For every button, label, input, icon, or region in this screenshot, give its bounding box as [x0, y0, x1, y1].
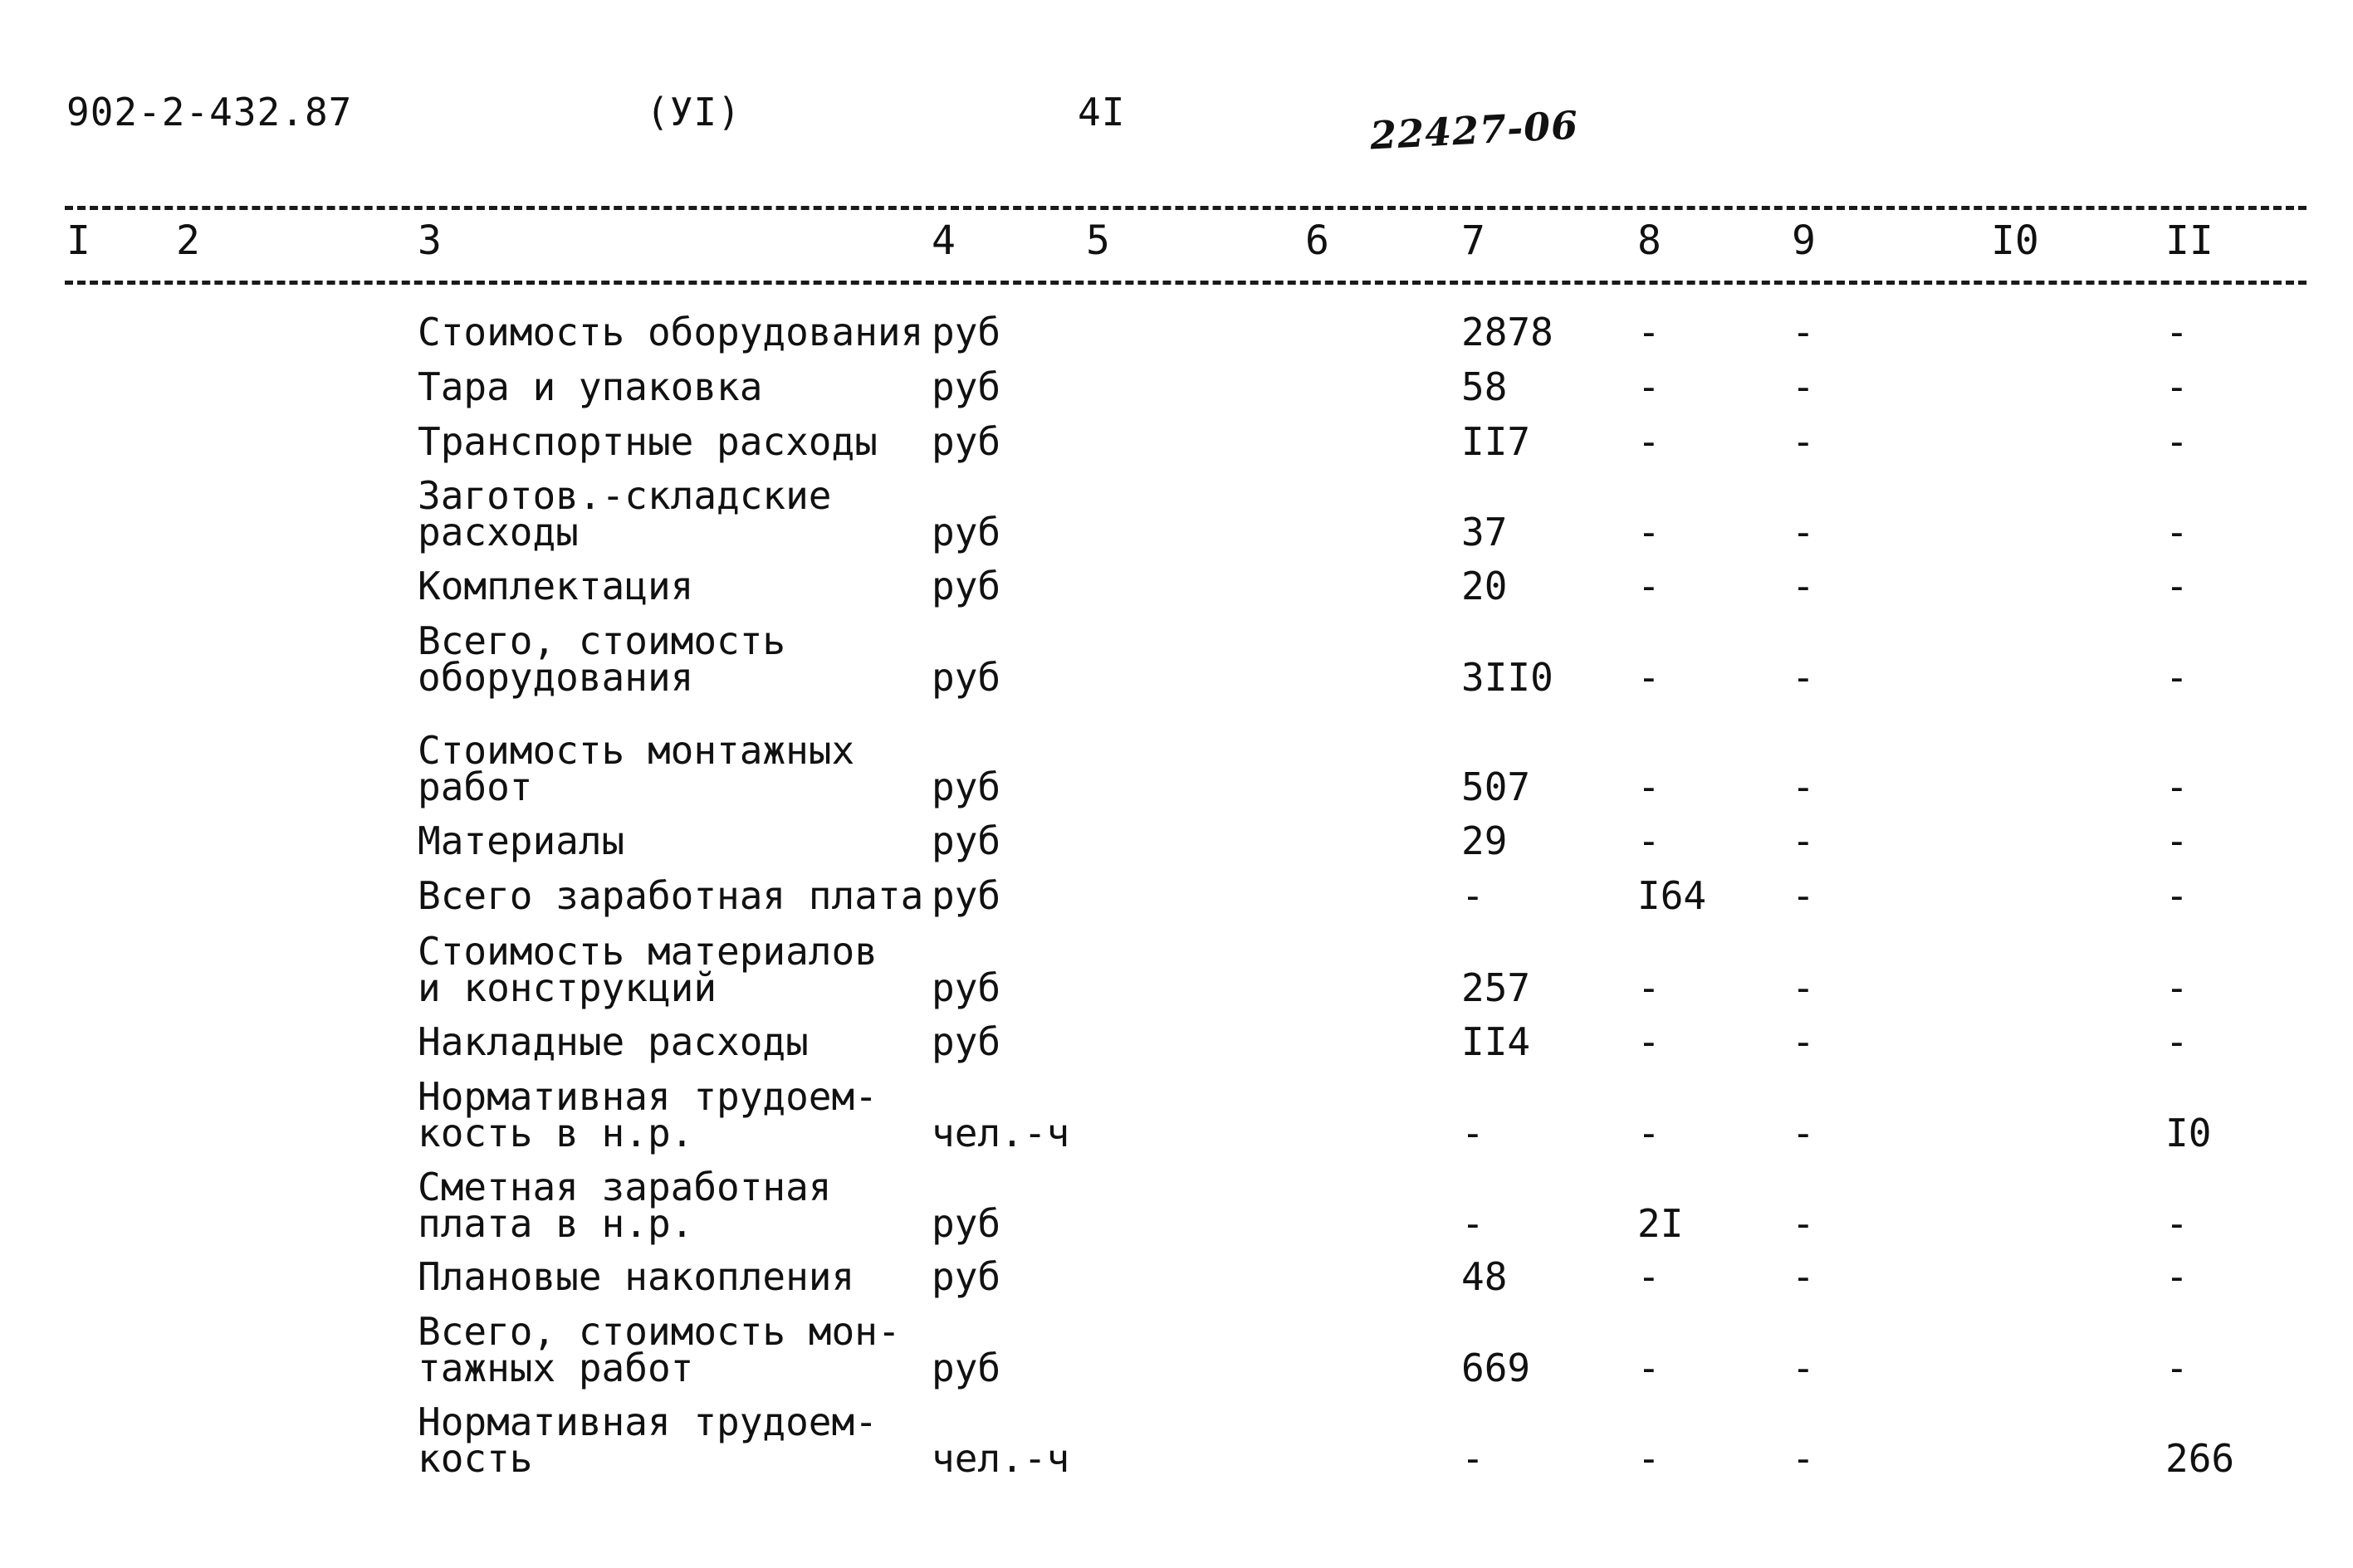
row-col7: 58 [1461, 364, 1508, 409]
row-col8: - [1637, 364, 1661, 409]
table-row [0, 1074, 2353, 1155]
row-name: Нормативная трудоем- кость в н.р. [418, 1074, 878, 1155]
row-col7: 20 [1461, 564, 1508, 608]
row-col11: - [2165, 873, 2189, 918]
row-name: Сметная заработная плата в н.р. [418, 1165, 832, 1246]
row-col9: - [1792, 310, 1815, 354]
row-unit: руб [932, 655, 1001, 700]
table-row [0, 818, 2353, 863]
row-col7: 3II0 [1461, 655, 1553, 700]
row-col7: 507 [1461, 764, 1531, 809]
row-col11: - [2165, 818, 2189, 863]
column-number: I [66, 217, 90, 264]
row-col11: - [2165, 1346, 2189, 1390]
row-col9: - [1792, 965, 1815, 1010]
row-col7: - [1461, 873, 1485, 918]
row-col11: - [2165, 510, 2189, 554]
row-name: Всего, стоимость оборудования [418, 618, 786, 700]
row-col9: - [1792, 1111, 1815, 1155]
row-name: Всего заработная плата [418, 873, 924, 918]
document-code: 902-2-432.87 [66, 90, 353, 134]
row-col8: - [1637, 965, 1661, 1010]
table-row [0, 419, 2353, 464]
table-row [0, 1254, 2353, 1299]
table-row [0, 1165, 2353, 1246]
table-row [0, 929, 2353, 1010]
row-col7: - [1461, 1436, 1485, 1481]
row-col8: - [1637, 764, 1661, 809]
row-col9: - [1792, 655, 1815, 700]
row-unit: руб [932, 818, 1001, 863]
column-number: 5 [1086, 217, 1110, 264]
row-col9: - [1792, 419, 1815, 464]
row-col11: 266 [2165, 1436, 2235, 1481]
table-row [0, 1309, 2353, 1390]
row-col7: - [1461, 1201, 1485, 1246]
table-row [0, 473, 2353, 554]
row-col8: - [1637, 564, 1661, 608]
row-unit: руб [932, 873, 1001, 918]
column-number: 4 [932, 217, 956, 264]
column-number: 8 [1637, 217, 1661, 264]
row-col7: 257 [1461, 965, 1531, 1010]
column-number: I0 [1991, 217, 2039, 264]
row-unit: чел.-ч [932, 1436, 1070, 1481]
row-col9: - [1792, 510, 1815, 554]
table-row [0, 1399, 2353, 1481]
row-col11: - [2165, 564, 2189, 608]
row-col8: 2I [1637, 1201, 1684, 1246]
row-col9: - [1792, 764, 1815, 809]
sheet-mark: (УI) [646, 90, 741, 134]
row-col11: - [2165, 1019, 2189, 1064]
row-col11: - [2165, 310, 2189, 354]
top-dashed-rule [65, 206, 2307, 210]
row-name: Стоимость монтажных работ [418, 728, 855, 809]
row-col11: - [2165, 655, 2189, 700]
row-name: Комплектация [418, 564, 694, 608]
row-col8: - [1637, 419, 1661, 464]
row-col7: 29 [1461, 818, 1508, 863]
row-col7: II7 [1461, 419, 1531, 464]
row-col7: 2878 [1461, 310, 1553, 354]
row-col11: - [2165, 419, 2189, 464]
row-name: Всего, стоимость мон- тажных работ [418, 1309, 901, 1390]
table-row [0, 364, 2353, 409]
row-col8: - [1637, 310, 1661, 354]
row-col8: I64 [1637, 873, 1707, 918]
row-name: Плановые накопления [418, 1254, 855, 1299]
column-number: II [2165, 217, 2214, 264]
row-unit: чел.-ч [932, 1111, 1070, 1155]
row-col7: II4 [1461, 1019, 1531, 1064]
table-row [0, 310, 2353, 354]
table-row [0, 618, 2353, 700]
row-name: Транспортные расходы [418, 419, 878, 464]
row-col8: - [1637, 1436, 1661, 1481]
row-col9: - [1792, 1436, 1815, 1481]
row-name: Материалы [418, 818, 625, 863]
row-col9: - [1792, 1019, 1815, 1064]
row-name: Заготов.-складские расходы [418, 473, 832, 554]
row-col8: - [1637, 1111, 1661, 1155]
row-col9: - [1792, 1346, 1815, 1390]
handwritten-number: 22427-06 [1368, 102, 1580, 159]
row-col7: 37 [1461, 510, 1508, 554]
row-col8: - [1637, 818, 1661, 863]
row-name: Нормативная трудоем- кость [418, 1399, 878, 1481]
row-unit: руб [932, 419, 1001, 464]
row-col9: - [1792, 364, 1815, 409]
row-col7: - [1461, 1111, 1485, 1155]
row-unit: руб [932, 364, 1001, 409]
row-unit: руб [932, 564, 1001, 608]
table-row [0, 873, 2353, 918]
bottom-dashed-rule [65, 281, 2307, 285]
row-col8: - [1637, 1254, 1661, 1299]
row-col11: I0 [2165, 1111, 2212, 1155]
row-col8: - [1637, 655, 1661, 700]
column-number: 3 [418, 217, 442, 264]
row-col8: - [1637, 510, 1661, 554]
column-number: 2 [176, 217, 200, 264]
row-col8: - [1637, 1346, 1661, 1390]
table-row [0, 564, 2353, 608]
page-number: 4I [1078, 90, 1126, 134]
table-row [0, 1019, 2353, 1064]
row-col11: - [2165, 364, 2189, 409]
row-unit: руб [932, 1201, 1001, 1246]
row-unit: руб [932, 310, 1001, 354]
column-number: 7 [1461, 217, 1485, 264]
column-number: 6 [1305, 217, 1329, 264]
row-col9: - [1792, 873, 1815, 918]
row-name: Стоимость оборудования [418, 310, 924, 354]
column-number: 9 [1792, 217, 1816, 264]
row-unit: руб [932, 1346, 1001, 1390]
row-unit: руб [932, 1254, 1001, 1299]
row-unit: руб [932, 510, 1001, 554]
row-col9: - [1792, 564, 1815, 608]
row-col7: 48 [1461, 1254, 1508, 1299]
row-col11: - [2165, 1201, 2189, 1246]
row-unit: руб [932, 965, 1001, 1010]
row-col9: - [1792, 818, 1815, 863]
row-col7: 669 [1461, 1346, 1531, 1390]
row-col9: - [1792, 1201, 1815, 1246]
table-row [0, 728, 2353, 809]
row-name: Накладные расходы [418, 1019, 809, 1064]
row-name: Тара и упаковка [418, 364, 763, 409]
row-col11: - [2165, 965, 2189, 1010]
row-col11: - [2165, 764, 2189, 809]
row-col8: - [1637, 1019, 1661, 1064]
row-col9: - [1792, 1254, 1815, 1299]
row-name: Стоимость материалов и конструкций [418, 929, 878, 1010]
row-unit: руб [932, 764, 1001, 809]
row-unit: руб [932, 1019, 1001, 1064]
row-col11: - [2165, 1254, 2189, 1299]
